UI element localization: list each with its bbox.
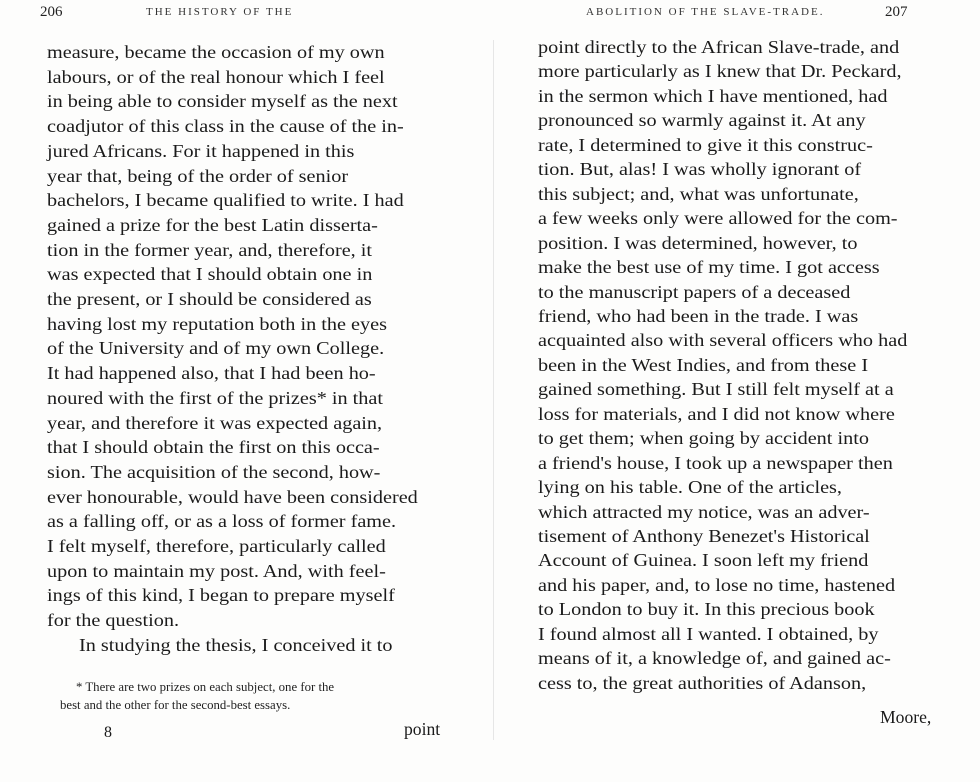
text-line: that I should obtain the first on this occa- (47, 437, 380, 458)
text-line: position. I was determined, however, to (538, 232, 858, 253)
text-line: tion. But, alas! I was wholly ignorant of (538, 159, 862, 180)
text-line: been in the West Indies, and from these I (538, 354, 869, 375)
text-line: I found almost all I wanted. I obtained, by (538, 623, 879, 644)
text-line: was expected that I should obtain one in (47, 264, 373, 285)
text-line: acquainted also with several officers who had (538, 330, 908, 351)
gutter-divider (493, 40, 494, 740)
text-line: bachelors, I became qualified to write. I had (47, 190, 404, 211)
signature-mark: 8 (104, 724, 112, 741)
text-line: coadjutor of this class in the cause of the in- (47, 116, 404, 137)
right-page-number: 207 (885, 4, 908, 20)
text-line: in the sermon which I have mentioned, had (538, 85, 888, 106)
left-page-number: 206 (40, 4, 63, 20)
text-line: labours, or of the real honour which I feel (47, 66, 385, 87)
text-line: as a falling off, or as a loss of former fame. (47, 511, 397, 532)
left-catchword: point (404, 719, 441, 739)
text-line: It had happened also, that I had been ho- (47, 363, 376, 384)
text-line: loss for materials, and I did not know where (538, 403, 895, 424)
text-line: rate, I determined to give it this construc- (538, 134, 873, 155)
text-line: a friend's house, I took up a newspaper then (538, 452, 893, 473)
text-line: cess to, the great authorities of Adanson, (538, 672, 867, 693)
right-page (500, 0, 980, 782)
text-line: to get them; when going by accident into (538, 428, 869, 449)
footnote-line: best and the other for the second-best essays. (60, 698, 291, 712)
text-line: the present, or I should be considered as (47, 289, 372, 309)
text-line: to the manuscript papers of a deceased (538, 281, 851, 302)
text-line: I felt myself, therefore, particularly called (47, 536, 386, 556)
text-line: gained a prize for the best Latin disserta- (47, 214, 378, 235)
text-line: gained something. But I still felt myself at a (538, 379, 894, 400)
text-line: ever honourable, would have been considered (47, 486, 418, 507)
text-line: measure, became the occasion of my own (47, 42, 385, 62)
text-line: to London to buy it. In this precious book (538, 599, 875, 620)
text-line: ings of this kind, I began to prepare myself (47, 585, 395, 606)
text-line: year, and therefore it was expected again, (47, 412, 383, 433)
text-line: for the question. (47, 610, 180, 631)
text-line: point directly to the African Slave-trade, and (538, 37, 900, 57)
text-line: sion. The acquisition of the second, how- (47, 461, 381, 482)
text-line: which attracted my notice, was an adver- (538, 501, 870, 522)
text-line: a few weeks only were allowed for the com- (538, 208, 898, 229)
text-line: year that, being of the order of senior (47, 165, 349, 186)
text-line: in being able to consider myself as the next (47, 91, 398, 112)
text-line: having lost my reputation both in the eyes (47, 313, 387, 334)
text-line: friend, who had been in the trade. I was (538, 305, 859, 326)
text-line: noured with the first of the prizes* in that (47, 387, 384, 408)
text-line: jured Africans. For it happened in this (47, 140, 355, 161)
text-line: and his paper, and, to lose no time, hastened (538, 574, 896, 595)
text-line: make the best use of my time. I got access (538, 257, 880, 278)
text-line: In studying the thesis, I conceived it to (79, 634, 393, 655)
text-line: of the University and of my own College. (47, 338, 385, 359)
text-line: tisement of Anthony Benezet's Historical (538, 526, 870, 546)
text-line: this subject; and, what was unfortunate, (538, 183, 859, 204)
text-line: means of it, a knowledge of, and gained ac- (538, 648, 891, 669)
text-line: upon to maintain my post. And, with feel- (47, 560, 386, 581)
right-catchword: Moore, (880, 707, 932, 727)
text-line: lying on his table. One of the articles, (538, 477, 842, 498)
footnote-line: * There are two prizes on each subject, one for the (76, 680, 335, 694)
text-line: tion in the former year, and, therefore, it (47, 239, 373, 260)
text-line: pronounced so warmly against it. At any (538, 110, 866, 131)
text-line: Account of Guinea. I soon left my friend (538, 550, 869, 571)
left-running-head: THE HISTORY OF THE (146, 6, 294, 18)
text-line: more particularly as I knew that Dr. Peckard, (538, 61, 902, 82)
right-running-head: ABOLITION OF THE SLAVE-TRADE. (586, 6, 825, 18)
